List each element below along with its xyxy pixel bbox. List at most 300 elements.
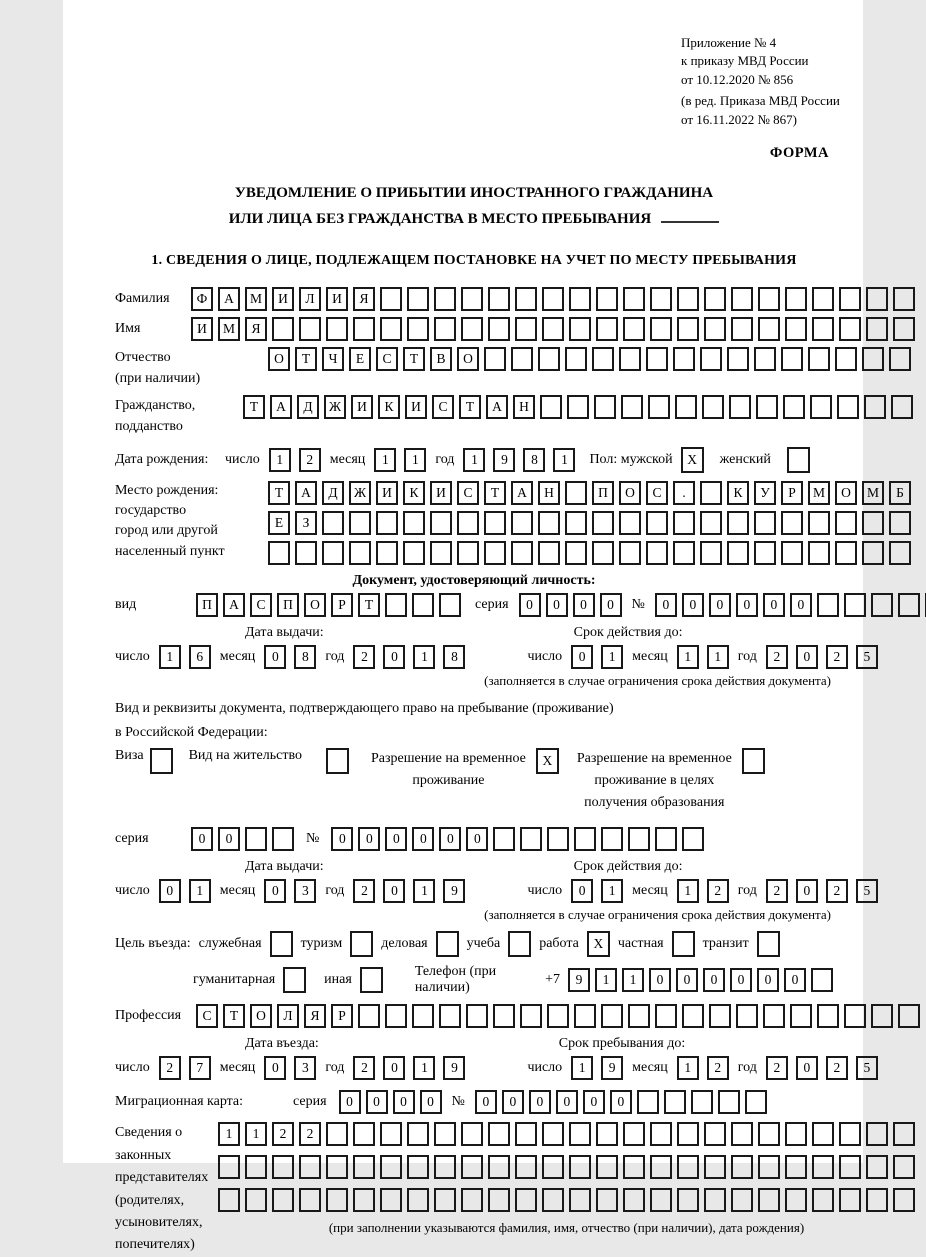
char-cell[interactable]	[353, 1122, 375, 1146]
char-cell[interactable]	[889, 511, 911, 535]
char-cell[interactable]: 0	[703, 968, 725, 992]
char-cell[interactable]	[488, 317, 510, 341]
char-cell[interactable]	[434, 317, 456, 341]
char-cell[interactable]	[520, 827, 542, 851]
char-cell[interactable]: 1	[413, 645, 435, 669]
char-cell[interactable]: 0	[709, 593, 731, 617]
char-cell[interactable]: 2	[272, 1122, 294, 1146]
char-cell[interactable]: Т	[403, 347, 425, 371]
char-cell[interactable]	[893, 1155, 915, 1179]
char-cell[interactable]: 7	[189, 1056, 211, 1080]
char-cell[interactable]: 9	[568, 968, 590, 992]
char-cell[interactable]	[412, 593, 434, 617]
char-cell[interactable]	[380, 317, 402, 341]
char-cell[interactable]: Н	[538, 481, 560, 505]
char-cell[interactable]	[569, 1155, 591, 1179]
char-cell[interactable]: 0	[264, 1056, 286, 1080]
char-cell[interactable]: Т	[223, 1004, 245, 1028]
char-cell[interactable]	[621, 395, 643, 419]
char-cell[interactable]: 0	[383, 1056, 405, 1080]
char-cell[interactable]: 0	[502, 1090, 524, 1114]
char-cell[interactable]	[700, 511, 722, 535]
char-cell[interactable]: П	[196, 593, 218, 617]
char-cell[interactable]	[781, 347, 803, 371]
char-cell[interactable]	[704, 287, 726, 311]
char-cell[interactable]: Л	[299, 287, 321, 311]
char-cell[interactable]	[862, 347, 884, 371]
char-cell[interactable]	[430, 541, 452, 565]
char-cell[interactable]	[812, 317, 834, 341]
char-cell[interactable]	[700, 481, 722, 505]
char-cell[interactable]: М	[808, 481, 830, 505]
char-cell[interactable]: 8	[523, 448, 545, 472]
char-cell[interactable]	[272, 317, 294, 341]
char-cell[interactable]	[520, 1004, 542, 1028]
char-cell[interactable]	[682, 1004, 704, 1028]
char-cell[interactable]	[839, 317, 861, 341]
purpose-humanitarian-checkbox[interactable]	[283, 967, 306, 993]
char-cell[interactable]	[407, 1188, 429, 1212]
char-cell[interactable]: 2	[826, 1056, 848, 1080]
char-cell[interactable]: Ж	[324, 395, 346, 419]
char-cell[interactable]	[511, 511, 533, 535]
char-cell[interactable]: 9	[601, 1056, 623, 1080]
char-cell[interactable]: 0	[796, 1056, 818, 1080]
char-cell[interactable]	[655, 827, 677, 851]
char-cell[interactable]	[380, 1155, 402, 1179]
char-cell[interactable]	[349, 511, 371, 535]
char-cell[interactable]	[682, 827, 704, 851]
char-cell[interactable]: Т	[243, 395, 265, 419]
char-cell[interactable]	[889, 541, 911, 565]
char-cell[interactable]	[704, 1188, 726, 1212]
char-cell[interactable]	[461, 1122, 483, 1146]
char-cell[interactable]	[358, 1004, 380, 1028]
char-cell[interactable]	[488, 1188, 510, 1212]
char-cell[interactable]: 0	[383, 879, 405, 903]
char-cell[interactable]: 2	[707, 879, 729, 903]
char-cell[interactable]: 2	[159, 1056, 181, 1080]
char-cell[interactable]	[623, 317, 645, 341]
char-cell[interactable]: 0	[682, 593, 704, 617]
char-cell[interactable]	[673, 511, 695, 535]
char-cell[interactable]: П	[277, 593, 299, 617]
char-cell[interactable]: О	[457, 347, 479, 371]
char-cell[interactable]: 0	[475, 1090, 497, 1114]
char-cell[interactable]	[547, 827, 569, 851]
char-cell[interactable]: А	[295, 481, 317, 505]
char-cell[interactable]: Б	[889, 481, 911, 505]
char-cell[interactable]	[808, 511, 830, 535]
char-cell[interactable]	[412, 1004, 434, 1028]
char-cell[interactable]	[353, 1155, 375, 1179]
char-cell[interactable]	[484, 511, 506, 535]
char-cell[interactable]: А	[486, 395, 508, 419]
char-cell[interactable]	[677, 1122, 699, 1146]
char-cell[interactable]	[810, 395, 832, 419]
char-cell[interactable]: М	[245, 287, 267, 311]
char-cell[interactable]: 1	[463, 448, 485, 472]
char-cell[interactable]	[837, 395, 859, 419]
char-cell[interactable]	[565, 481, 587, 505]
char-cell[interactable]	[871, 1004, 893, 1028]
char-cell[interactable]: К	[378, 395, 400, 419]
purpose-transit-checkbox[interactable]	[757, 931, 780, 957]
char-cell[interactable]	[434, 1155, 456, 1179]
char-cell[interactable]	[538, 541, 560, 565]
char-cell[interactable]	[704, 1155, 726, 1179]
char-cell[interactable]: 0	[366, 1090, 388, 1114]
char-cell[interactable]: Д	[297, 395, 319, 419]
char-cell[interactable]: И	[351, 395, 373, 419]
char-cell[interactable]	[862, 511, 884, 535]
char-cell[interactable]	[515, 1122, 537, 1146]
char-cell[interactable]: 2	[353, 645, 375, 669]
char-cell[interactable]: Т	[295, 347, 317, 371]
char-cell[interactable]	[731, 287, 753, 311]
char-cell[interactable]: 0	[466, 827, 488, 851]
char-cell[interactable]: 0	[736, 593, 758, 617]
char-cell[interactable]: Я	[245, 317, 267, 341]
char-cell[interactable]	[299, 317, 321, 341]
char-cell[interactable]	[484, 347, 506, 371]
char-cell[interactable]: 0	[358, 827, 380, 851]
char-cell[interactable]	[515, 287, 537, 311]
char-cell[interactable]: 1	[413, 879, 435, 903]
char-cell[interactable]	[646, 347, 668, 371]
char-cell[interactable]: 0	[339, 1090, 361, 1114]
char-cell[interactable]: 9	[443, 879, 465, 903]
char-cell[interactable]	[623, 1188, 645, 1212]
char-cell[interactable]	[839, 287, 861, 311]
char-cell[interactable]	[567, 395, 589, 419]
char-cell[interactable]	[488, 1122, 510, 1146]
char-cell[interactable]	[484, 541, 506, 565]
char-cell[interactable]: 1	[413, 1056, 435, 1080]
char-cell[interactable]	[785, 1122, 807, 1146]
char-cell[interactable]	[898, 1004, 920, 1028]
char-cell[interactable]	[376, 511, 398, 535]
char-cell[interactable]: Е	[349, 347, 371, 371]
char-cell[interactable]	[889, 347, 911, 371]
char-cell[interactable]	[434, 287, 456, 311]
char-cell[interactable]	[650, 1155, 672, 1179]
char-cell[interactable]	[812, 1155, 834, 1179]
char-cell[interactable]: 5	[856, 1056, 878, 1080]
char-cell[interactable]	[407, 1122, 429, 1146]
char-cell[interactable]: 1	[601, 879, 623, 903]
char-cell[interactable]	[871, 593, 893, 617]
char-cell[interactable]: 0	[796, 645, 818, 669]
char-cell[interactable]: 2	[766, 645, 788, 669]
char-cell[interactable]	[700, 347, 722, 371]
char-cell[interactable]: А	[223, 593, 245, 617]
char-cell[interactable]	[673, 347, 695, 371]
char-cell[interactable]: 1	[269, 448, 291, 472]
char-cell[interactable]: 0	[218, 827, 240, 851]
char-cell[interactable]	[790, 1004, 812, 1028]
char-cell[interactable]	[745, 1090, 767, 1114]
char-cell[interactable]	[817, 593, 839, 617]
char-cell[interactable]	[731, 317, 753, 341]
char-cell[interactable]	[380, 1188, 402, 1212]
char-cell[interactable]	[758, 1122, 780, 1146]
char-cell[interactable]	[866, 287, 888, 311]
char-cell[interactable]: 0	[573, 593, 595, 617]
char-cell[interactable]	[542, 1188, 564, 1212]
char-cell[interactable]	[646, 541, 668, 565]
char-cell[interactable]	[754, 511, 776, 535]
char-cell[interactable]	[547, 1004, 569, 1028]
char-cell[interactable]: 1	[601, 645, 623, 669]
char-cell[interactable]: П	[592, 481, 614, 505]
char-cell[interactable]	[245, 1188, 267, 1212]
char-cell[interactable]	[893, 1122, 915, 1146]
char-cell[interactable]: Я	[304, 1004, 326, 1028]
char-cell[interactable]: И	[430, 481, 452, 505]
char-cell[interactable]	[619, 541, 641, 565]
char-cell[interactable]: 0	[264, 879, 286, 903]
char-cell[interactable]: И	[191, 317, 213, 341]
char-cell[interactable]	[326, 1155, 348, 1179]
char-cell[interactable]	[542, 1122, 564, 1146]
char-cell[interactable]: 0	[796, 879, 818, 903]
char-cell[interactable]	[893, 287, 915, 311]
char-cell[interactable]	[542, 1155, 564, 1179]
char-cell[interactable]	[542, 287, 564, 311]
char-cell[interactable]	[812, 287, 834, 311]
char-cell[interactable]	[601, 827, 623, 851]
char-cell[interactable]	[839, 1155, 861, 1179]
char-cell[interactable]	[650, 317, 672, 341]
char-cell[interactable]: С	[457, 481, 479, 505]
char-cell[interactable]	[268, 541, 290, 565]
char-cell[interactable]	[664, 1090, 686, 1114]
visa-checkbox[interactable]	[150, 748, 173, 774]
char-cell[interactable]	[407, 317, 429, 341]
char-cell[interactable]	[434, 1188, 456, 1212]
char-cell[interactable]	[709, 1004, 731, 1028]
char-cell[interactable]: Д	[322, 481, 344, 505]
char-cell[interactable]: 1	[404, 448, 426, 472]
sex-female-checkbox[interactable]	[787, 447, 810, 473]
char-cell[interactable]	[380, 287, 402, 311]
char-cell[interactable]: Ж	[349, 481, 371, 505]
char-cell[interactable]: 1	[218, 1122, 240, 1146]
char-cell[interactable]: Я	[353, 287, 375, 311]
char-cell[interactable]: О	[619, 481, 641, 505]
char-cell[interactable]	[353, 1188, 375, 1212]
char-cell[interactable]: К	[403, 481, 425, 505]
char-cell[interactable]: А	[218, 287, 240, 311]
char-cell[interactable]	[785, 317, 807, 341]
char-cell[interactable]	[439, 593, 461, 617]
char-cell[interactable]	[511, 541, 533, 565]
char-cell[interactable]	[648, 395, 670, 419]
char-cell[interactable]	[835, 541, 857, 565]
char-cell[interactable]	[461, 317, 483, 341]
char-cell[interactable]	[565, 511, 587, 535]
char-cell[interactable]: Т	[459, 395, 481, 419]
char-cell[interactable]: С	[376, 347, 398, 371]
char-cell[interactable]	[322, 541, 344, 565]
char-cell[interactable]	[565, 541, 587, 565]
char-cell[interactable]	[785, 1155, 807, 1179]
char-cell[interactable]: 2	[766, 1056, 788, 1080]
char-cell[interactable]: С	[196, 1004, 218, 1028]
char-cell[interactable]: Р	[331, 593, 353, 617]
char-cell[interactable]	[781, 541, 803, 565]
char-cell[interactable]: 1	[595, 968, 617, 992]
char-cell[interactable]: В	[430, 347, 452, 371]
char-cell[interactable]: 0	[412, 827, 434, 851]
char-cell[interactable]	[407, 1155, 429, 1179]
char-cell[interactable]: М	[218, 317, 240, 341]
char-cell[interactable]: 1	[159, 645, 181, 669]
char-cell[interactable]	[677, 287, 699, 311]
char-cell[interactable]	[596, 1122, 618, 1146]
char-cell[interactable]	[754, 541, 776, 565]
char-cell[interactable]	[574, 827, 596, 851]
char-cell[interactable]	[839, 1188, 861, 1212]
char-cell[interactable]	[540, 395, 562, 419]
char-cell[interactable]: О	[250, 1004, 272, 1028]
char-cell[interactable]	[592, 541, 614, 565]
char-cell[interactable]	[538, 347, 560, 371]
char-cell[interactable]	[565, 347, 587, 371]
char-cell[interactable]	[515, 317, 537, 341]
char-cell[interactable]: 6	[189, 645, 211, 669]
char-cell[interactable]: Т	[484, 481, 506, 505]
char-cell[interactable]	[893, 1188, 915, 1212]
char-cell[interactable]: И	[272, 287, 294, 311]
char-cell[interactable]	[731, 1155, 753, 1179]
char-cell[interactable]	[380, 1122, 402, 1146]
char-cell[interactable]: А	[511, 481, 533, 505]
char-cell[interactable]	[461, 1155, 483, 1179]
char-cell[interactable]	[592, 347, 614, 371]
char-cell[interactable]: Е	[268, 511, 290, 535]
char-cell[interactable]	[763, 1004, 785, 1028]
char-cell[interactable]	[353, 317, 375, 341]
char-cell[interactable]	[245, 1155, 267, 1179]
char-cell[interactable]: 1	[245, 1122, 267, 1146]
char-cell[interactable]	[866, 1188, 888, 1212]
char-cell[interactable]: 0	[784, 968, 806, 992]
char-cell[interactable]	[731, 1188, 753, 1212]
char-cell[interactable]: 8	[294, 645, 316, 669]
char-cell[interactable]	[655, 1004, 677, 1028]
char-cell[interactable]	[493, 1004, 515, 1028]
char-cell[interactable]	[385, 1004, 407, 1028]
char-cell[interactable]	[493, 827, 515, 851]
char-cell[interactable]	[619, 347, 641, 371]
char-cell[interactable]: З	[295, 511, 317, 535]
char-cell[interactable]: 0	[159, 879, 181, 903]
char-cell[interactable]	[675, 395, 697, 419]
char-cell[interactable]	[430, 511, 452, 535]
char-cell[interactable]	[673, 541, 695, 565]
char-cell[interactable]: 1	[374, 448, 396, 472]
char-cell[interactable]	[596, 317, 618, 341]
char-cell[interactable]: Т	[268, 481, 290, 505]
char-cell[interactable]: 0	[600, 593, 622, 617]
rvp-education-checkbox[interactable]	[742, 748, 765, 774]
char-cell[interactable]	[326, 317, 348, 341]
char-cell[interactable]	[461, 287, 483, 311]
char-cell[interactable]	[891, 395, 913, 419]
char-cell[interactable]	[702, 395, 724, 419]
char-cell[interactable]: 0	[529, 1090, 551, 1114]
char-cell[interactable]	[488, 287, 510, 311]
char-cell[interactable]: О	[304, 593, 326, 617]
char-cell[interactable]	[691, 1090, 713, 1114]
char-cell[interactable]	[299, 1188, 321, 1212]
char-cell[interactable]: 0	[393, 1090, 415, 1114]
purpose-commercial-checkbox[interactable]	[436, 931, 459, 957]
char-cell[interactable]	[812, 1188, 834, 1212]
char-cell[interactable]	[461, 1188, 483, 1212]
char-cell[interactable]	[601, 1004, 623, 1028]
char-cell[interactable]	[515, 1188, 537, 1212]
char-cell[interactable]: И	[405, 395, 427, 419]
char-cell[interactable]	[637, 1090, 659, 1114]
char-cell[interactable]: 5	[856, 645, 878, 669]
char-cell[interactable]	[569, 287, 591, 311]
char-cell[interactable]: Н	[513, 395, 535, 419]
char-cell[interactable]	[718, 1090, 740, 1114]
char-cell[interactable]	[349, 541, 371, 565]
char-cell[interactable]: 1	[571, 1056, 593, 1080]
char-cell[interactable]: 0	[763, 593, 785, 617]
char-cell[interactable]	[403, 511, 425, 535]
char-cell[interactable]	[623, 287, 645, 311]
char-cell[interactable]: У	[754, 481, 776, 505]
char-cell[interactable]	[727, 511, 749, 535]
char-cell[interactable]: 1	[677, 879, 699, 903]
char-cell[interactable]	[592, 511, 614, 535]
char-cell[interactable]	[272, 827, 294, 851]
char-cell[interactable]	[407, 287, 429, 311]
char-cell[interactable]: 5	[856, 879, 878, 903]
char-cell[interactable]	[218, 1155, 240, 1179]
char-cell[interactable]: С	[432, 395, 454, 419]
char-cell[interactable]: .	[673, 481, 695, 505]
char-cell[interactable]	[758, 1155, 780, 1179]
char-cell[interactable]: 9	[493, 448, 515, 472]
char-cell[interactable]	[817, 1004, 839, 1028]
char-cell[interactable]	[322, 511, 344, 535]
char-cell[interactable]	[727, 347, 749, 371]
char-cell[interactable]	[677, 317, 699, 341]
char-cell[interactable]: 0	[556, 1090, 578, 1114]
char-cell[interactable]: Ф	[191, 287, 213, 311]
purpose-business-checkbox[interactable]	[270, 931, 293, 957]
char-cell[interactable]	[272, 1155, 294, 1179]
char-cell[interactable]	[628, 1004, 650, 1028]
char-cell[interactable]: Л	[277, 1004, 299, 1028]
char-cell[interactable]: 0	[571, 645, 593, 669]
char-cell[interactable]: 0	[546, 593, 568, 617]
char-cell[interactable]	[736, 1004, 758, 1028]
char-cell[interactable]	[862, 541, 884, 565]
char-cell[interactable]	[511, 347, 533, 371]
char-cell[interactable]: 0	[610, 1090, 632, 1114]
char-cell[interactable]: 1	[677, 645, 699, 669]
char-cell[interactable]	[439, 1004, 461, 1028]
sex-male-checkbox[interactable]: X	[681, 447, 704, 473]
char-cell[interactable]: 0	[790, 593, 812, 617]
